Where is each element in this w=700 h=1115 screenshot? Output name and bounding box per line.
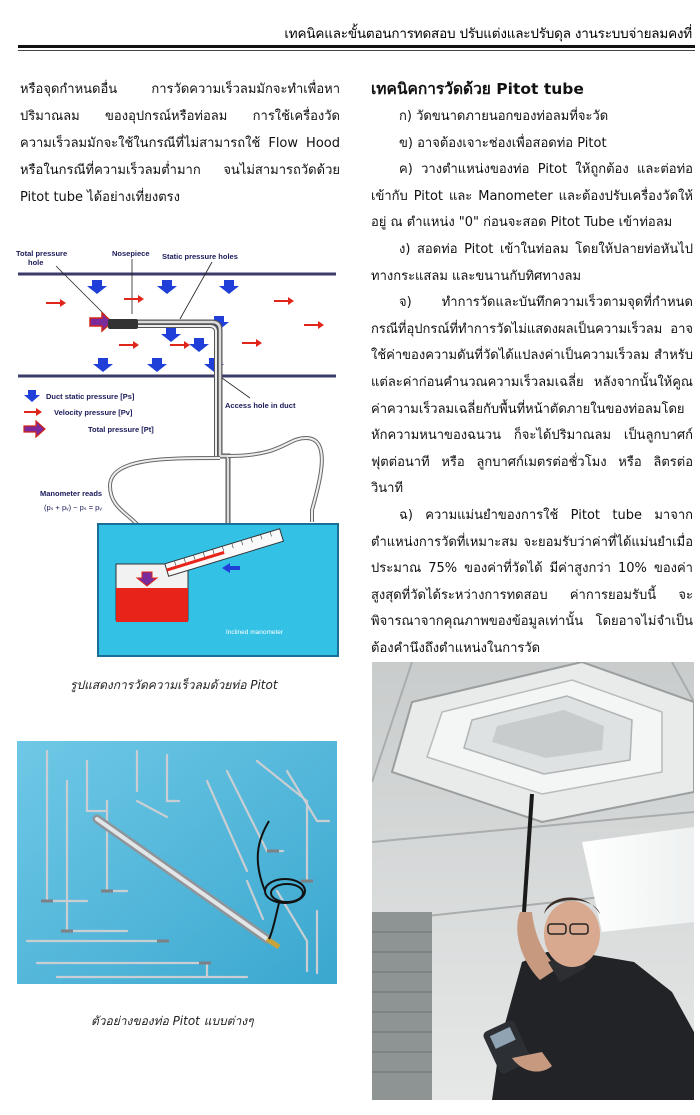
- ceiling-measurement-photo: [372, 662, 694, 1100]
- nosepiece: [108, 319, 138, 329]
- legend-static-icon: [24, 390, 40, 402]
- step-e: จ) ทำการวัดและบันทึกความเร็วตามจุดที่กำหนด กรณีที่อุปกรณ์ที่ทำการวัดไม่แสดงผลเป็นความเร็วลม อาจใช้ค่าของความดันที่วัดได้แปลงค่าเป็นความเร็วลม สำหรับแต่ละค่าก่อนคำนวณความเร็วลมเฉลี่ย หลังจากนั้นให้คูณค่าความเร็วลมเฉลี่ยกับพื้นที่หน้าตัดภายในของท่อลมโดยหักความหนาของฉนวน ก็จะได้ปริมาณลม เป็นลูกบาศก์ฟุตต่อนาที หรือ ลูกบาศก์เมตรต่อชั่วโมง หรือ ลิตรต่อวินาที: [371, 295, 693, 497]
- legend-total-icon: [24, 421, 45, 437]
- hose-right: [228, 438, 322, 522]
- header-title: เทคนิคและขั้นตอนการทดสอบ ปรับแต่งและปรับดุล งานระบบจ่ายลมคงที่: [284, 26, 692, 42]
- left-paragraph: หรือจุดกำหนดอื่น การวัดความเร็วลมมักจะทำเพื่อหาปริมาณลม ของอุปกรณ์หรือท่อลม การใช้เครื่องวัดความเร็วลมมักจะใช้ในกรณีที่ไม่สามารถใช้ Flow Hood หรือในกรณีที่ความเร็วลมต่ำมาก จนไม่สามารถวัดด้วย Pitot tube ได้อย่างเที่ยงตรง: [20, 82, 340, 205]
- step-d: ง) สอดท่อ Pitot เข้าในท่อลม โดยให้ปลายท่อหันไปทางกระแสลม และขนานกับทิศทางลม: [371, 241, 693, 284]
- pitot-photo-caption: ตัวอย่างของท่อ Pitot แบบต่างๆ: [91, 1014, 254, 1028]
- step-a: ก) วัดขนาดภายนอกของท่อลมที่จะวัด: [399, 109, 609, 124]
- left-column: [20, 76, 340, 211]
- step-f: ฉ) ความแม่นยำของการใช้ Pitot tube มาจากตำแหน่งการวัดที่เหมาะสม จะยอมรับว่าค่าที่ได้แม่นยำเมื่อประมาณ 75% ของค่าที่วัดได้ มีค่าสูงกว่า 10% ของค่าสูงสุดที่วัดได้ระหว่างการทดสอบ ค่าการยอมรับนี้ จะพิจารณาจากคุณภาพของข้อมูลเท่านั้น โดยอาจไม่จำเป็นต้องคำนึงถึงตำแหน่งในการวัด: [371, 507, 693, 656]
- legend-velocity: Velocity pressure [Pv]: [54, 408, 133, 417]
- label-static-pressure-holes: Static pressure holes: [162, 252, 238, 261]
- label-nosepiece: Nosepiece: [112, 249, 150, 258]
- legend-total: Total pressure [Pt]: [88, 425, 154, 434]
- label-total-pressure-hole-1: Total pressure: [16, 249, 68, 258]
- pitot-diagram: [14, 246, 342, 658]
- step-b: ข) อาจต้องเจาะช่องเพื่อสอดท่อ Pitot: [399, 135, 607, 151]
- legend-static: Duct static pressure [Ps]: [46, 392, 135, 401]
- manometer-formula: (pₛ + pᵥ) − pₛ = pᵥ: [44, 503, 102, 512]
- label-manometer-reads: Manometer reads: [40, 489, 103, 498]
- manometer-reservoir: [116, 588, 188, 622]
- label-inclined-manometer: Inclined manometer: [226, 629, 284, 636]
- label-total-pressure-hole-2: hole: [28, 258, 44, 267]
- pitot-tubes-photo: [17, 741, 337, 984]
- section-title: เทคนิคการวัดด้วย Pitot tube: [371, 80, 584, 98]
- header-rule: [18, 45, 695, 48]
- right-column: [371, 76, 693, 662]
- step-c: ค) วางตำแหน่งของท่อ Pitot ให้ถูกต้อง และต่อท่อเข้ากับ Pitot และ Manometer และต้องปรับเครื่องวัดให้อยู่ ณ ตำแหน่ง "0" ก่อนจะสอด Pitot Tube เข้าท่อลม: [371, 162, 693, 231]
- diagram-caption: รูปแสดงการวัดความเร็วลมด้วยท่อ Pitot: [70, 678, 278, 692]
- legend-velocity-icon: [24, 408, 42, 416]
- header-rule-thin: [18, 50, 695, 51]
- label-access-hole: Access hole in duct: [225, 401, 296, 410]
